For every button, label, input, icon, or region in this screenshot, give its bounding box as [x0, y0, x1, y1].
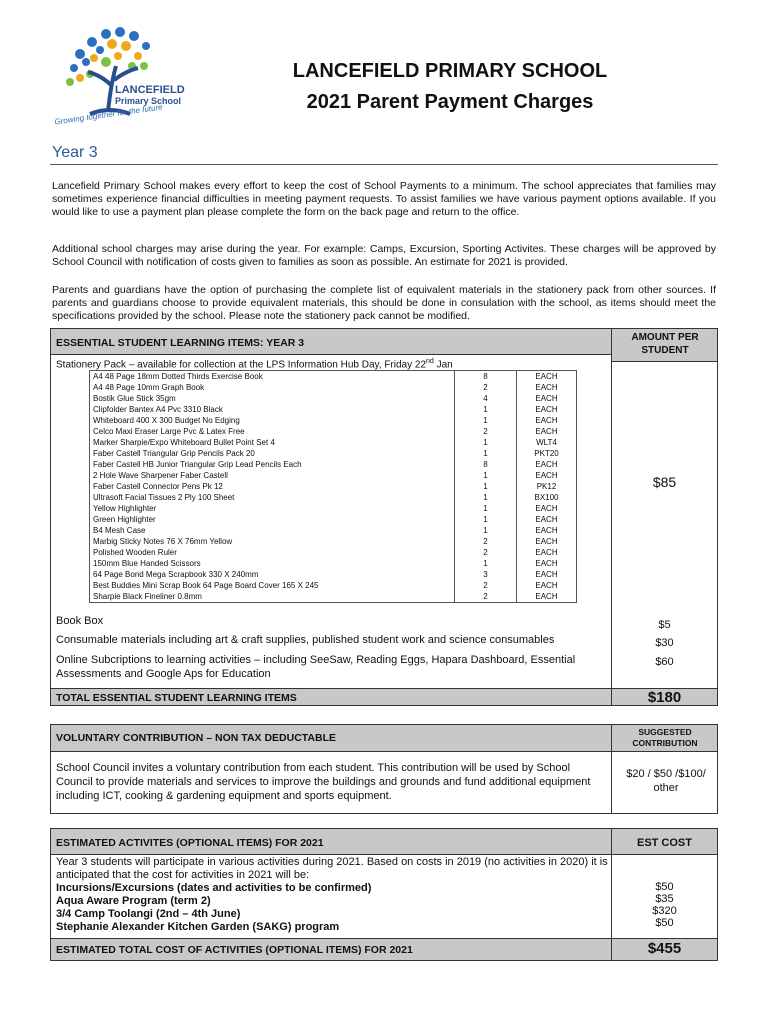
stationery-row: [90, 415, 576, 426]
stationery-row: [90, 459, 576, 470]
stationery-row: [90, 382, 576, 393]
stationery-item-qty: 2: [455, 536, 517, 547]
stationery-item-qty: 1: [455, 415, 517, 426]
activity-item: Stephanie Alexander Kitchen Garden (SAKG) program: [56, 921, 340, 933]
stationery-item-qty: 2: [455, 382, 517, 393]
stationery-item-unit: EACH: [535, 504, 558, 513]
stationery-item-name: Faber Castell Connector Pens Pk 12: [90, 481, 455, 492]
stationery-item-unit: EACH: [535, 416, 558, 425]
stationery-item-name: Green Highlighter: [90, 514, 455, 525]
stationery-item-unit: WLT4: [536, 438, 557, 447]
intro-paragraph: Lancefield Primary School makes every effort to keep the cost of School Payments to a minimum. The school appreciates that families may sometimes experience financial difficulties in meeting payment requests. To assist families we have various payment options available. If you would like to use a payment plan please complete the form on the back page and return to the office.: [52, 180, 716, 218]
stationery-row: [90, 481, 576, 492]
additional-charges-paragraph: Additional school charges may arise during the year. For example: Camps, Excursion, Sporting Activites. These charges will be approved by School Council with notification of costs given to families as soon as possible. An estimate for 2021 is provided.: [52, 243, 716, 268]
stationery-item-name: Faber Castell Triangular Grip Pencils Pack 20: [90, 448, 455, 459]
stationery-item-qty: 8: [455, 371, 517, 382]
stationery-row: [90, 580, 576, 591]
stationery-item-qty: 3: [455, 569, 517, 580]
activity-amount: $50: [655, 881, 674, 893]
stationery-row: [90, 503, 576, 514]
consumables-amount: $30: [655, 637, 674, 649]
equivalent-materials-paragraph: Parents and guardians have the option of purchasing the complete list of equivalent materials in the stationery pack from other sources. If parents and guardians choose to provide equivalent materials, this should be done in consulation with the school, as items should meet the specifications provided by the school. Please note the stationery pack cannot be modified.: [52, 284, 716, 322]
stationery-item-unit: EACH: [535, 372, 558, 381]
stationery-row: [90, 437, 576, 448]
stationery-item-name: Faber Castell HB Junior Triangular Grip Lead Pencils Each: [90, 459, 455, 470]
stationery-row: [90, 569, 576, 580]
stationery-item-qty: 4: [455, 393, 517, 404]
stationery-list: [89, 370, 577, 603]
amount-per-student-heading: AMOUNT PER STUDENT: [631, 332, 699, 356]
stationery-item-name: 64 Page Bond Mega Scrapbook 330 X 240mm: [90, 569, 455, 580]
stationery-row: [90, 426, 576, 437]
stationery-item-qty: 1: [455, 525, 517, 536]
logo-tagline: Growing together for the future: [53, 102, 164, 127]
stationery-item-unit: EACH: [535, 570, 558, 579]
stationery-item-qty: 1: [455, 437, 517, 448]
stationery-item-name: 150mm Blue Handed Scissors: [90, 558, 455, 569]
stationery-item-unit: EACH: [535, 548, 558, 557]
stationery-item-qty: 1: [455, 492, 517, 503]
stationery-item-qty: 1: [455, 503, 517, 514]
stationery-item-qty: 2: [455, 426, 517, 437]
stationery-item-qty: 1: [455, 481, 517, 492]
stationery-row: [90, 470, 576, 481]
suggested-contribution-heading: SUGGESTED CONTRIBUTION: [632, 727, 698, 748]
page-title: [250, 56, 650, 118]
activities-heading: ESTIMATED ACTIVITES (OPTIONAL ITEMS) FOR 2021: [56, 837, 324, 849]
stationery-item-unit: PK12: [536, 482, 557, 491]
activities-intro: Year 3 students will participate in various activities during 2021. Based on costs in 2019 (no activities in 2020) it is anticipated that the cost for activities in 2021 will be:: [56, 856, 608, 881]
stationery-item-unit: EACH: [535, 383, 558, 392]
stationery-item-unit: EACH: [535, 405, 558, 414]
stationery-pack-intro: Stationery Pack – available for collection at the LPS Information Hub Day, Friday 22nd Jan: [56, 358, 453, 371]
stationery-item-qty: 1: [455, 448, 517, 459]
activity-item: Incursions/Excursions (dates and activities to be confirmed): [56, 882, 372, 894]
stationery-row: [90, 591, 576, 602]
consumables-label: Consumable materials including art & craft supplies, published student work and science consumables: [56, 634, 555, 646]
stationery-item-name: Marker Sharpie/Expo Whiteboard Bullet Point Set 4: [90, 437, 455, 448]
stationery-row: [90, 558, 576, 569]
logo-line2: Primary School: [115, 96, 182, 106]
voluntary-amount: $20 / $50 /$100/ other: [626, 768, 706, 794]
stationery-item-unit: BX100: [534, 493, 559, 502]
stationery-item-unit: EACH: [535, 537, 558, 546]
stationery-row: [90, 404, 576, 415]
stationery-item-unit: EACH: [535, 581, 558, 590]
stationery-item-name: Clipfolder Bantex A4 Pvc 3310 Black: [90, 404, 455, 415]
stationery-item-unit: EACH: [535, 515, 558, 524]
stationery-item-name: A4 48 Page 18mm Dotted Thirds Exercise Book: [90, 371, 455, 382]
stationery-item-unit: EACH: [535, 526, 558, 535]
stationery-item-name: Yellow Highlighter: [90, 503, 455, 514]
stationery-item-qty: 8: [455, 459, 517, 470]
stationery-item-unit: EACH: [535, 559, 558, 568]
essential-total-amount: $180: [647, 689, 682, 706]
activities-total-amount: $455: [647, 940, 682, 957]
voluntary-heading: VOLUNTARY CONTRIBUTION – NON TAX DEDUCTABLE: [56, 732, 336, 744]
school-name: LANCEFIELD PRIMARY SCHOOL: [292, 60, 608, 82]
essential-heading: ESSENTIAL STUDENT LEARNING ITEMS: YEAR 3: [56, 337, 305, 349]
online-subscriptions-amount: $60: [655, 656, 674, 668]
online-subscriptions-label: Online Subcriptions to learning activities – including SeeSaw, Reading Eggs, Hapara Dashboard, Essential Assessments and Google Aps for Education: [56, 654, 576, 680]
stationery-row: [90, 448, 576, 459]
stationery-item-unit: EACH: [535, 471, 558, 480]
book-box-label: Book Box: [56, 615, 104, 627]
activity-amount: $320: [652, 905, 677, 917]
stationery-item-unit: EACH: [535, 460, 558, 469]
stationery-item-qty: 1: [455, 470, 517, 481]
stationery-item-name: Celco Maxi Eraser Large Pvc & Latex Free: [90, 426, 455, 437]
activity-amount: $50: [655, 917, 674, 929]
year-label: Year 3: [52, 144, 98, 161]
divider: [50, 164, 718, 165]
document-subtitle: 2021 Parent Payment Charges: [306, 91, 594, 113]
stationery-item-name: Polished Wooden Ruler: [90, 547, 455, 558]
stationery-item-qty: 1: [455, 558, 517, 569]
stationery-item-name: Bostik Glue Stick 35gm: [90, 393, 455, 404]
stationery-row: [90, 514, 576, 525]
stationery-amount: $85: [652, 474, 677, 490]
essential-total-label: TOTAL ESSENTIAL STUDENT LEARNING ITEMS: [56, 692, 297, 704]
stationery-item-unit: PKT20: [534, 449, 559, 458]
activities-total-label: ESTIMATED TOTAL COST OF ACTIVITIES (OPTIONAL ITEMS) FOR 2021: [56, 944, 413, 956]
stationery-item-name: A4 48 Page 10mm Graph Book: [90, 382, 455, 393]
stationery-item-name: Best Buddies Mini Scrap Book 64 Page Board Cover 165 X 245: [90, 580, 455, 591]
voluntary-text: School Council invites a voluntary contribution from each student. This contribution will be used by School Council to provide materials and services to improve the buildings and grounds and fund additional equipment including ICT, cooking & gardening equipment and sports equipment.: [56, 762, 591, 802]
book-box-amount: $5: [658, 619, 671, 631]
activity-amount: $35: [655, 893, 674, 905]
stationery-item-qty: 2: [455, 591, 517, 602]
stationery-item-qty: 1: [455, 404, 517, 415]
stationery-row: [90, 393, 576, 404]
stationery-item-unit: EACH: [535, 592, 558, 601]
est-cost-heading: EST COST: [636, 837, 692, 849]
stationery-item-qty: 1: [455, 514, 517, 525]
stationery-item-name: 2 Hole Wave Sharpener Faber Castell: [90, 470, 455, 481]
stationery-item-qty: 2: [455, 580, 517, 591]
stationery-item-name: B4 Mesh Case: [90, 525, 455, 536]
activity-item: Aqua Aware Program (term 2): [56, 895, 211, 907]
activity-item: 3/4 Camp Toolangi (2nd – 4th June): [56, 908, 241, 920]
stationery-item-name: Ultrasoft Facial Tissues 2 Ply 100 Sheet: [90, 492, 455, 503]
stationery-item-qty: 2: [455, 547, 517, 558]
stationery-item-name: Marbig Sticky Notes 76 X 76mm Yellow: [90, 536, 455, 547]
stationery-row: [90, 371, 576, 382]
logo-line1: LANCEFIELD: [115, 84, 185, 96]
stationery-row: [90, 536, 576, 547]
stationery-item-name: Sharpie Black Fineliner 0.8mm: [90, 591, 455, 602]
stationery-item-unit: EACH: [535, 394, 558, 403]
stationery-row: [90, 492, 576, 503]
stationery-row: [90, 547, 576, 558]
stationery-item-unit: EACH: [535, 427, 558, 436]
stationery-row: [90, 525, 576, 536]
stationery-item-name: Whiteboard 400 X 300 Budget No Edging: [90, 415, 455, 426]
